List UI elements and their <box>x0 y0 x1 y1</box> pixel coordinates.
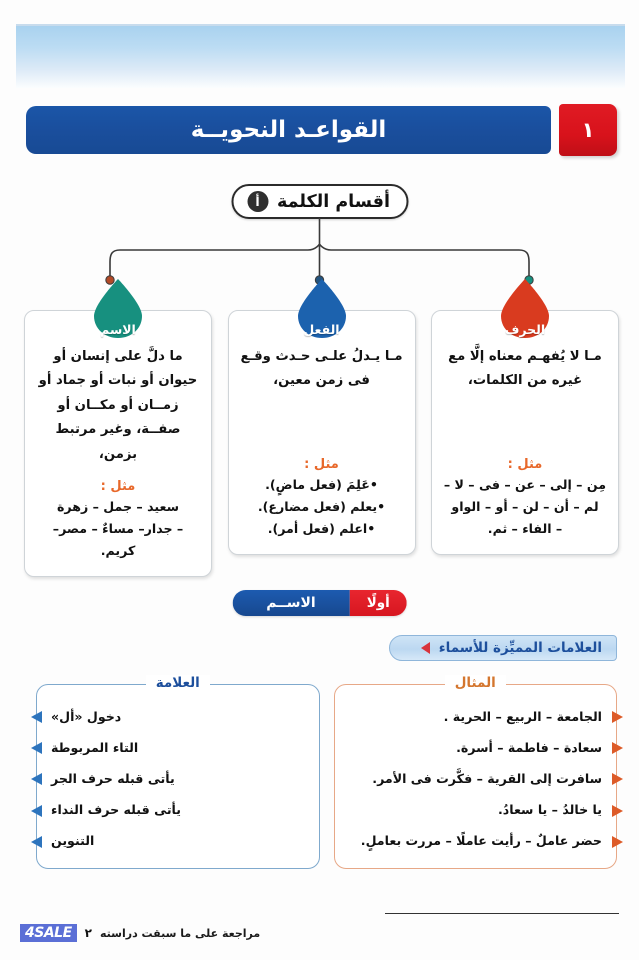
table-row: دخول «أل» <box>51 709 122 724</box>
card-harf-definition: مـا لا يُفهـم معناه إلَّا مع غيره من الكلمات، <box>448 349 602 389</box>
example-line: لم – أن – لن – أو – الواو <box>451 498 599 514</box>
column-ism <box>24 278 212 577</box>
section-heading-label: العلامات المميِّزة للأسماء <box>438 640 602 656</box>
chapter-number-badge: ١ <box>559 104 617 156</box>
card-ism <box>24 310 212 577</box>
example-line: •يعلم (فعل مضارع). <box>257 498 386 514</box>
table-row: سافرت إلى القرية – فكَّرت فى الأمر. <box>372 771 602 786</box>
card-harf-examples <box>444 474 606 540</box>
footer-note: مراجعة على ما سبقت دراسته <box>99 926 261 940</box>
example-arrow-markers <box>611 701 623 858</box>
triangle-left-icon <box>612 836 623 848</box>
sign-column-header: العلامة <box>37 675 319 691</box>
table-row: حضر عاملٌ – رأيت عاملًا – مررت بعاملٍ. <box>360 833 602 848</box>
example-column-header: المثال <box>335 675 617 691</box>
firstly-topic: الاســم <box>232 590 350 616</box>
example-line: •عَلِمَ (فعل ماضٍ). <box>265 476 378 492</box>
triangle-left-icon <box>612 773 623 785</box>
table-row: يأتى قبله حرف الجر <box>51 771 175 786</box>
example-line: مِن – إلى – عن – فى – لا – <box>443 476 606 492</box>
card-ism-definition: ما دلَّ على إنسان أو حيوان أو نبات أو جماد أو زمــان أو مكــان أو صفــة، وغير مرتبط بزمن، <box>38 349 198 462</box>
triangle-right-icon <box>31 836 42 848</box>
sign-arrow-markers <box>30 701 42 858</box>
triangle-left-icon <box>612 711 623 723</box>
section-heading-signs-of-nouns <box>389 635 617 661</box>
table-row: يأتى قبله حرف النداء <box>51 802 182 817</box>
card-ism-examples-label: مثل : <box>100 479 136 495</box>
pin-harf <box>496 278 554 340</box>
pin-fiil <box>293 278 351 340</box>
root-node-label: أقسام الكلمة <box>277 191 390 212</box>
firstly-banner <box>232 590 407 616</box>
table-row: يا خالدُ – يا سعادُ. <box>497 802 602 817</box>
table-row: سعادة – فاطمة – أسرة. <box>456 740 602 755</box>
table-row: الجامعة – الربيع – الحرية . <box>443 709 602 724</box>
card-fiil <box>228 310 416 555</box>
example-column-box <box>334 675 618 869</box>
top-decorative-band <box>16 26 625 88</box>
triangle-left-icon <box>612 805 623 817</box>
example-line: – الفاء – ثم. <box>487 520 563 536</box>
triangle-right-icon <box>31 805 42 817</box>
page-header <box>26 106 617 154</box>
word-types-columns <box>24 278 619 577</box>
card-fiil-examples-label: مثل : <box>304 456 339 472</box>
page-title: القواعـد النحويــة <box>190 117 387 143</box>
header-title-bar <box>26 106 551 154</box>
example-line: •اعلم (فعل أمر). <box>267 520 376 536</box>
example-line: – جدار– مساءٌ – مصر– <box>52 521 184 537</box>
watermark-logo: 4SALE <box>20 924 77 942</box>
column-fiil <box>228 278 416 555</box>
triangle-left-icon <box>612 742 623 754</box>
firstly-ordinal: أولًا <box>350 590 407 616</box>
pin-fiil-label: الفعل <box>303 322 340 337</box>
footer-rule <box>385 913 619 914</box>
pin-ism-label: الاسم <box>100 322 136 337</box>
card-fiil-definition: مـا يـدلُ علـى حـدث وقـع فى زمن معين، <box>240 349 403 389</box>
signs-table <box>36 675 617 869</box>
root-node-aqsam-alkalima <box>231 184 408 219</box>
triangle-right-icon <box>31 773 42 785</box>
card-fiil-examples <box>241 474 403 540</box>
card-harf <box>431 310 619 555</box>
card-ism-examples <box>37 496 199 562</box>
table-row: التنوين <box>51 833 95 848</box>
page-footer <box>20 924 619 942</box>
card-harf-examples-label: مثل : <box>507 456 543 472</box>
triangle-right-icon <box>31 742 42 754</box>
page-number: ٢ <box>84 926 92 940</box>
pin-ism <box>89 278 147 340</box>
column-harf <box>431 278 619 555</box>
example-line: سعيد – جمل – زهرة <box>56 499 180 515</box>
pin-harf-label: الحرف <box>504 322 546 337</box>
triangle-right-icon <box>31 711 42 723</box>
example-line: كريم. <box>100 543 136 559</box>
sign-column-box <box>36 675 320 869</box>
triangle-left-icon <box>421 642 430 654</box>
table-row: التاء المربوطة <box>51 740 139 755</box>
root-node-badge: أ <box>247 191 268 212</box>
